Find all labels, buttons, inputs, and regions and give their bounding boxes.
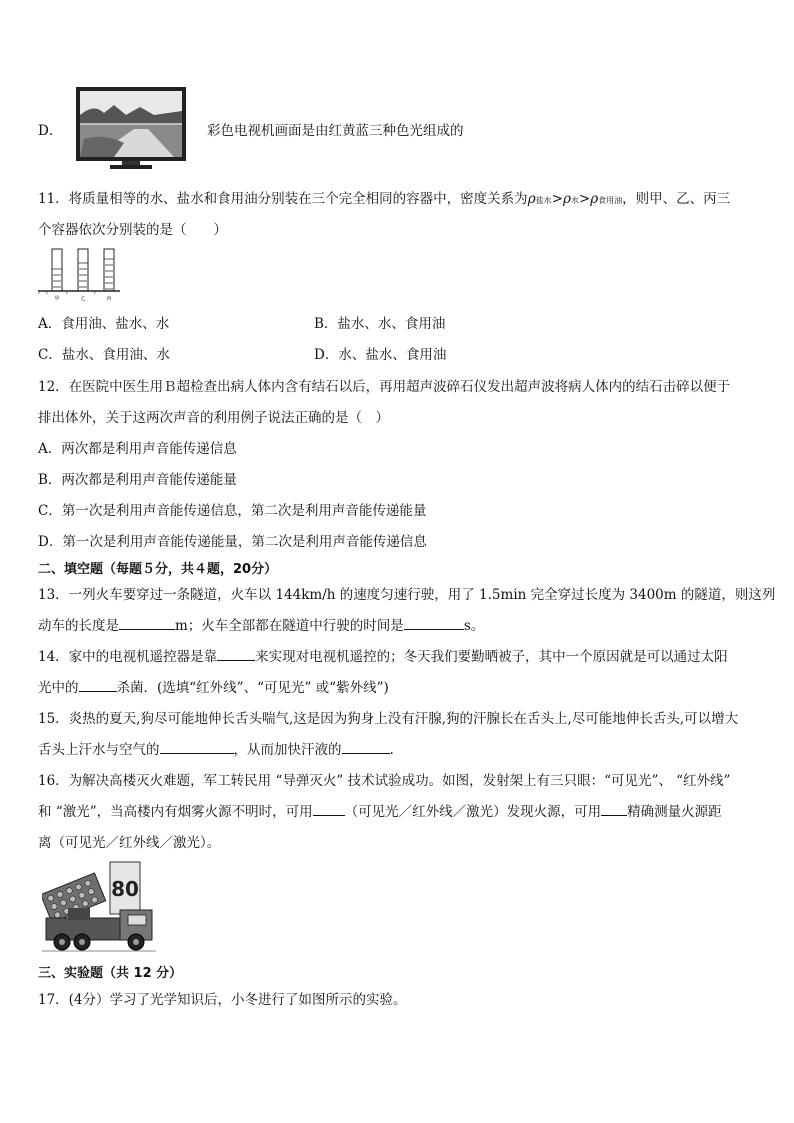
q12-option-c[interactable]: C．第一次是利用声音能传递信息，第二次是利用声音能传递能量 xyxy=(38,503,427,519)
fire-truck-image xyxy=(42,860,156,954)
containers-figure xyxy=(38,247,120,301)
q11-option-b[interactable]: B．盐水、水、食用油 xyxy=(314,316,446,332)
q13-stem-line1: 13．一列火车要穿过一条隧道，火车以 144km/h 的速度匀速行驶，用了 1.5min 完全穿过长度为 3400m 的隧道，则这列 xyxy=(38,587,776,603)
q13-stem-line2: 动车的长度是 m；火车全部都在隧道中行驶的时间是 s。 xyxy=(38,618,485,634)
q16-stem-line3: 离（可见光／红外线／激光）。 xyxy=(38,835,221,851)
q11-stem-line2: 个容器依次分别装的是（ ） xyxy=(38,222,227,238)
q14-stem-line2: 光中的 杀菌．(选填“红外线”、“可见光” 或“紫外线”) xyxy=(38,680,389,696)
q11-option-c[interactable]: C．盐水、食用油、水 xyxy=(38,347,170,363)
container-label-a: 甲 xyxy=(54,296,60,301)
q12-option-d[interactable]: D．第一次是利用声音能传递能量，第二次是利用声音能传递信息 xyxy=(38,534,427,550)
container-label-b: 乙 xyxy=(80,296,86,301)
q16-blank-detect[interactable] xyxy=(313,803,345,816)
q17-stem: 17．(4分）学习了光学知识后，小冬进行了如图所示的实验。 xyxy=(38,992,407,1008)
q13-blank-time[interactable] xyxy=(404,617,464,630)
q14-blank-sterilize[interactable] xyxy=(79,679,117,692)
q11-stem-line1: 11．将质量相等的水、盐水和食用油分别装在三个完全相同的容器中，密度关系为ρ盐水>ρ水>ρ食用油，则甲、乙、丙三 xyxy=(38,191,731,207)
q12-option-b[interactable]: B．两次都是利用声音能传递能量 xyxy=(38,472,237,488)
q10-option-label: D． xyxy=(38,123,63,139)
q12-stem-line1: 12．在医院中医生用Ｂ超检查出病人体内含有结石以后，再用超声波碎石仪发出超声波将病人体内的结石击碎以便于 xyxy=(38,379,731,395)
q14-stem-line1: 14．家中的电视机遥控器是靠 来实现对电视机遥控的；冬天我们要勤晒被子，其中一个原因就是可以通过太阳 xyxy=(38,649,728,665)
q16-stem-line2: 和 “激光”，当高楼内有烟雾火源不明时，可用 （可见光／红外线／激光）发现火源，可用 精确测量火源距 xyxy=(38,804,722,820)
container-label-c: 丙 xyxy=(106,296,112,301)
q11-option-d[interactable]: D．水、盐水、食用油 xyxy=(314,347,447,363)
sign-number: 80 xyxy=(111,877,139,901)
q10-option-text: 彩色电视机画面是由红黄蓝三种色光组成的 xyxy=(207,123,464,139)
q15-stem-line1: 15．炎热的夏天,狗尽可能地伸长舌头喘气,这是因为狗身上没有汗腺,狗的汗腺长在舌头上,尽可能地伸长舌头,可以增大 xyxy=(38,711,739,727)
q12-option-a[interactable]: A．两次都是利用声音能传递信息 xyxy=(38,441,237,457)
tv-image xyxy=(74,85,188,171)
q15-blank-area[interactable] xyxy=(160,741,234,754)
q12-stem-line2: 排出体外，关于这两次声音的利用例子说法正确的是（ ） xyxy=(38,410,389,426)
q15-blank-evaporation[interactable] xyxy=(342,741,390,754)
q13-blank-length[interactable] xyxy=(119,617,175,630)
q15-stem-line2: 舌头上汗水与空气的 ，从而加快汗液的 . xyxy=(38,742,394,758)
section-2-heading: 二、填空题（每题５分，共４题，20分） xyxy=(38,562,278,577)
q14-blank-remote[interactable] xyxy=(217,648,255,661)
section-3-heading: 三、实验题（共 12 分） xyxy=(38,966,183,981)
q16-blank-measure[interactable] xyxy=(601,803,627,816)
q11-option-a[interactable]: A．食用油、盐水、水 xyxy=(38,316,170,332)
q16-stem-line1: 16．为解决高楼灭火难题，军工转民用 “导弹灭火” 技术试验成功。如图，发射架上有三只眼：“可见光”、 “红外线” xyxy=(38,773,731,789)
